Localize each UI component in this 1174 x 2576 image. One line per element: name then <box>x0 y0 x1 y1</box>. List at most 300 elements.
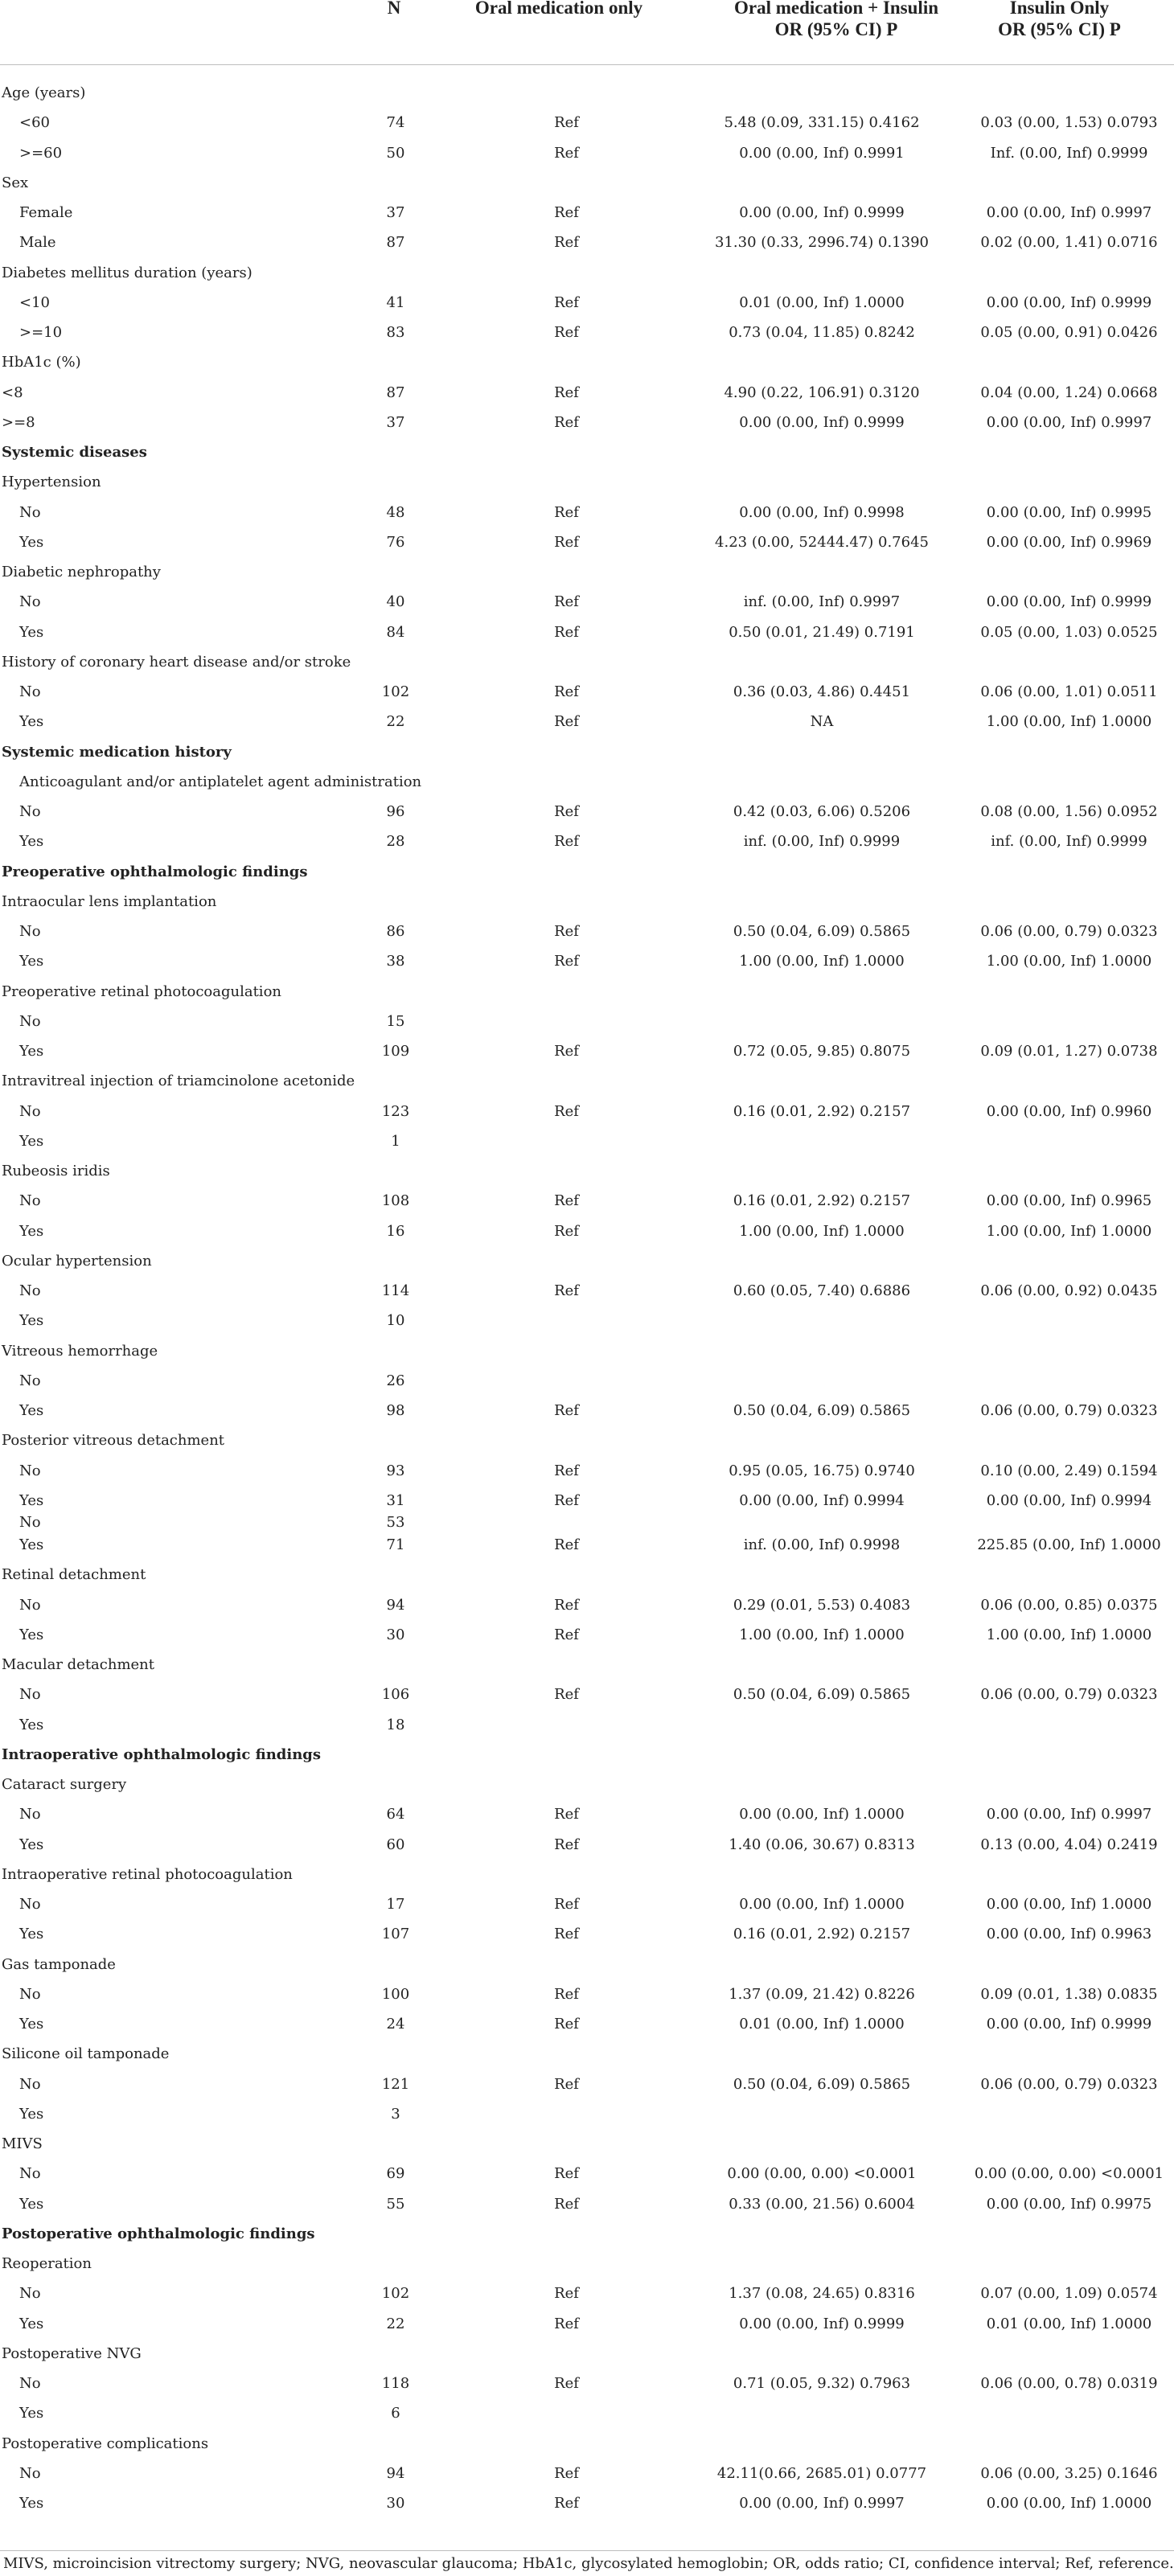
oral-insulin-cell <box>681 1425 963 1455</box>
row-label: HbA1c (%) <box>2 354 81 371</box>
level-row <box>0 1516 1174 1530</box>
oral-insulin-cell: inf. (0.00, Inf) 0.9998 <box>743 1536 901 1554</box>
insulin-only-cell: 0.00 (0.00, Inf) 0.9994 <box>986 1491 1152 1509</box>
insulin-only-cell <box>963 857 1174 887</box>
variable-row <box>0 1950 1174 1979</box>
row-label: MIVS <box>2 2135 43 2153</box>
oral-only-cell <box>452 78 681 108</box>
row-label: >=10 <box>19 324 63 342</box>
variable-row <box>0 1860 1174 1889</box>
n-cell: 64 <box>386 1806 405 1823</box>
row-label: Yes <box>19 713 44 731</box>
oral-only-cell <box>452 258 681 288</box>
oral-insulin-cell <box>681 168 963 198</box>
oral-only-cell <box>452 1366 681 1396</box>
level-row <box>0 587 1174 617</box>
oral-only-cell: Ref <box>554 204 579 222</box>
row-label: No <box>19 1686 41 1704</box>
row-label: Yes <box>19 1222 44 1240</box>
oral-only-cell: Ref <box>554 2195 579 2213</box>
n-cell: 87 <box>386 384 405 401</box>
n-cell <box>339 887 452 917</box>
oral-insulin-cell <box>681 2099 963 2129</box>
row-label: No <box>19 1806 41 1823</box>
n-cell: 1 <box>391 1132 400 1150</box>
n-cell: 114 <box>381 1282 410 1300</box>
oral-insulin-cell <box>681 977 963 1007</box>
level-row <box>0 2159 1174 2188</box>
level-row <box>0 1007 1174 1036</box>
insulin-only-cell <box>963 2039 1174 2069</box>
n-cell: 37 <box>386 413 405 431</box>
oral-only-cell <box>452 737 681 767</box>
oral-insulin-cell <box>681 1066 963 1096</box>
row-label: No <box>19 683 41 701</box>
row-label: No <box>19 2375 41 2393</box>
n-cell <box>339 1650 452 1680</box>
oral-insulin-cell: 0.95 (0.05, 16.75) 0.9740 <box>729 1462 915 1479</box>
insulin-only-cell: 0.01 (0.00, Inf) 1.0000 <box>986 2315 1152 2332</box>
n-cell: 74 <box>386 114 405 132</box>
n-cell: 50 <box>386 144 405 162</box>
oral-only-cell <box>452 2129 681 2159</box>
level-row <box>0 1680 1174 1709</box>
row-label: <8 <box>2 384 23 401</box>
level-row <box>0 1590 1174 1620</box>
insulin-only-cell: 0.00 (0.00, Inf) 0.9960 <box>986 1102 1152 1120</box>
insulin-only-cell <box>963 1306 1174 1335</box>
row-label: Yes <box>19 1926 44 1943</box>
oral-insulin-cell: 1.00 (0.00, Inf) 1.0000 <box>739 953 905 970</box>
oral-insulin-cell: 0.71 (0.05, 9.32) 0.7963 <box>733 2375 911 2393</box>
n-cell: 48 <box>386 503 405 521</box>
insulin-only-cell: 0.00 (0.00, Inf) 0.9999 <box>986 593 1152 611</box>
oral-insulin-cell: inf. (0.00, Inf) 0.9999 <box>743 833 901 851</box>
row-label: Sex <box>2 174 29 191</box>
insulin-only-cell: 0.00 (0.00, Inf) 0.9997 <box>986 1806 1152 1823</box>
oral-only-cell: Ref <box>554 144 579 162</box>
oral-insulin-cell <box>681 2219 963 2249</box>
table-body <box>0 78 1174 2518</box>
row-label: Posterior vitreous detachment <box>2 1432 225 1450</box>
oral-only-cell <box>452 1516 681 1530</box>
row-label: No <box>19 1102 41 1120</box>
oral-only-cell: Ref <box>554 2315 579 2332</box>
row-label: Anticoagulant and/or antiplatelet agent administration <box>19 773 422 790</box>
n-cell <box>339 1560 452 1589</box>
variable-row <box>0 1560 1174 1589</box>
n-cell: 15 <box>386 1012 405 1030</box>
insulin-only-cell <box>963 737 1174 767</box>
oral-only-cell: Ref <box>554 234 579 252</box>
insulin-only-cell <box>963 1366 1174 1396</box>
oral-only-cell: Ref <box>554 833 579 851</box>
insulin-only-cell <box>963 1710 1174 1740</box>
oral-only-cell <box>452 1126 681 1156</box>
insulin-only-cell <box>963 78 1174 108</box>
insulin-only-cell: 0.05 (0.00, 1.03) 0.0525 <box>980 623 1158 641</box>
row-label: Reoperation <box>2 2255 92 2273</box>
row-label: Yes <box>19 2495 44 2512</box>
variable-row <box>0 1770 1174 1799</box>
oral-only-cell <box>452 1650 681 1680</box>
n-cell <box>339 2129 452 2159</box>
n-cell <box>339 977 452 1007</box>
row-label: Systemic diseases <box>2 444 147 461</box>
insulin-only-cell: 0.09 (0.01, 1.27) 0.0738 <box>980 1043 1158 1060</box>
row-label: Yes <box>19 2195 44 2213</box>
oral-only-cell <box>452 2249 681 2279</box>
n-cell: 17 <box>386 1896 405 1914</box>
row-label: Yes <box>19 953 44 970</box>
level-row <box>0 1456 1174 1486</box>
n-cell: 106 <box>381 1686 410 1704</box>
n-cell: 94 <box>386 2464 405 2482</box>
n-cell <box>339 1066 452 1096</box>
level-row <box>0 946 1174 976</box>
header-n: N <box>387 0 401 18</box>
row-label: No <box>19 2165 41 2183</box>
oral-insulin-cell: 0.01 (0.00, Inf) 1.0000 <box>739 2016 905 2033</box>
row-label: Diabetic nephropathy <box>2 564 161 581</box>
n-cell <box>339 2039 452 2069</box>
row-label: >=8 <box>2 413 35 431</box>
row-label: No <box>19 1514 41 1531</box>
row-label: History of coronary heart disease and/or stroke <box>2 653 351 671</box>
level-row <box>0 2488 1174 2518</box>
oral-insulin-cell: 0.73 (0.04, 11.85) 0.8242 <box>729 324 915 342</box>
insulin-only-cell: inf. (0.00, Inf) 0.9999 <box>991 833 1147 851</box>
oral-only-cell: Ref <box>554 1536 579 1554</box>
variable-row <box>0 1066 1174 1096</box>
level-row <box>0 1486 1174 1516</box>
oral-only-cell: Ref <box>554 2016 579 2033</box>
insulin-only-cell: 225.85 (0.00, Inf) 1.0000 <box>977 1536 1161 1554</box>
oral-only-cell <box>452 168 681 198</box>
insulin-only-cell: 0.10 (0.00, 2.49) 0.1594 <box>980 1462 1158 1479</box>
header-insulin-only-line2: OR (95% CI) P <box>998 19 1121 39</box>
row-label: Preoperative ophthalmologic findings <box>2 863 308 880</box>
insulin-only-cell <box>963 1860 1174 1889</box>
insulin-only-cell: 1.00 (0.00, Inf) 1.0000 <box>986 953 1152 970</box>
level-row <box>0 288 1174 318</box>
insulin-only-cell <box>963 1740 1174 1770</box>
row-label: Yes <box>19 1626 44 1643</box>
variable-row <box>0 78 1174 108</box>
oral-only-cell: Ref <box>554 2495 579 2512</box>
level-row <box>0 707 1174 736</box>
n-cell <box>339 1770 452 1799</box>
insulin-only-cell: 0.00 (0.00, Inf) 0.9999 <box>986 293 1152 311</box>
oral-insulin-cell <box>681 258 963 288</box>
row-label: Male <box>19 234 56 252</box>
oral-only-cell: Ref <box>554 2285 579 2303</box>
oral-insulin-cell: 0.29 (0.01, 5.53) 0.4083 <box>733 1596 911 1614</box>
oral-only-cell: Ref <box>554 2464 579 2482</box>
oral-insulin-cell: 5.48 (0.09, 331.15) 0.4162 <box>724 114 920 132</box>
level-row <box>0 827 1174 856</box>
oral-insulin-cell <box>681 557 963 587</box>
oral-insulin-cell <box>681 467 963 497</box>
variable-row <box>0 168 1174 198</box>
n-cell <box>339 1336 452 1366</box>
oral-insulin-cell <box>681 1126 963 1156</box>
variable-row <box>0 378 1174 408</box>
oral-insulin-cell: 0.60 (0.05, 7.40) 0.6886 <box>733 1282 911 1300</box>
n-cell <box>339 557 452 587</box>
n-cell: 16 <box>386 1222 405 1240</box>
level-row <box>0 677 1174 707</box>
n-cell <box>339 78 452 108</box>
oral-insulin-cell <box>681 1560 963 1589</box>
n-cell: 83 <box>386 324 405 342</box>
level-row <box>0 228 1174 257</box>
n-cell <box>339 1740 452 1770</box>
level-row <box>0 1919 1174 1949</box>
insulin-only-cell <box>963 2429 1174 2459</box>
n-cell <box>339 647 452 677</box>
row-label: No <box>19 923 41 941</box>
level-row <box>0 1036 1174 1066</box>
row-label: No <box>19 2285 41 2303</box>
insulin-only-cell <box>963 1066 1174 1096</box>
insulin-only-cell <box>963 1246 1174 1276</box>
insulin-only-cell <box>963 2219 1174 2249</box>
oral-only-cell: Ref <box>554 1896 579 1914</box>
variable-row <box>0 2249 1174 2279</box>
n-cell: 37 <box>386 204 405 222</box>
oral-only-cell: Ref <box>554 1985 579 2003</box>
oral-insulin-cell: NA <box>810 713 834 731</box>
row-label: Diabetes mellitus duration (years) <box>2 264 252 281</box>
oral-insulin-cell: 0.50 (0.04, 6.09) 0.5865 <box>733 923 911 941</box>
oral-insulin-cell: 0.00 (0.00, Inf) 0.9994 <box>739 1491 905 1509</box>
n-cell: 69 <box>386 2165 405 2183</box>
oral-only-cell <box>452 2219 681 2249</box>
level-row <box>0 1306 1174 1335</box>
n-cell: 53 <box>386 1514 405 1531</box>
row-label: No <box>19 1372 41 1389</box>
row-label: Yes <box>19 1491 44 1509</box>
section-row <box>0 857 1174 887</box>
oral-only-cell: Ref <box>554 1806 579 1823</box>
insulin-only-cell: 0.06 (0.00, 0.79) 0.0323 <box>980 2075 1158 2093</box>
oral-insulin-cell: 0.16 (0.01, 2.92) 0.2157 <box>733 1192 911 1210</box>
variable-row <box>0 2129 1174 2159</box>
oral-only-cell: Ref <box>554 1626 579 1643</box>
row-label: Yes <box>19 2105 44 2123</box>
insulin-only-cell <box>963 887 1174 917</box>
oral-only-cell <box>452 1156 681 1186</box>
header-insulin-only <box>945 0 1174 40</box>
level-row <box>0 2309 1174 2339</box>
oral-only-cell <box>452 857 681 887</box>
insulin-only-cell <box>963 2249 1174 2279</box>
n-cell <box>339 1950 452 1979</box>
oral-insulin-cell <box>681 887 963 917</box>
oral-only-cell <box>452 1710 681 1740</box>
oral-only-cell <box>452 1740 681 1770</box>
insulin-only-cell <box>963 1156 1174 1186</box>
n-cell: 98 <box>386 1402 405 1420</box>
insulin-only-cell <box>963 2398 1174 2428</box>
variable-row <box>0 347 1174 377</box>
row-label: Hypertension <box>2 474 101 491</box>
oral-insulin-cell <box>681 1336 963 1366</box>
row-label: No <box>19 2464 41 2482</box>
oral-only-cell: Ref <box>554 1462 579 1479</box>
oral-only-cell: Ref <box>554 1043 579 1060</box>
oral-only-cell <box>452 2039 681 2069</box>
oral-only-cell <box>452 1860 681 1889</box>
insulin-only-cell: 0.00 (0.00, Inf) 0.9995 <box>986 503 1152 521</box>
n-cell: 87 <box>386 234 405 252</box>
insulin-only-cell <box>963 467 1174 497</box>
variable-row <box>0 2339 1174 2369</box>
variable-row <box>0 647 1174 677</box>
insulin-only-cell: 0.06 (0.00, 0.78) 0.0319 <box>980 2375 1158 2393</box>
n-cell: 76 <box>386 533 405 551</box>
level-row <box>0 1799 1174 1829</box>
insulin-only-cell <box>963 1650 1174 1680</box>
level-row <box>0 2009 1174 2039</box>
row-label: Silicone oil tamponade <box>2 2045 170 2063</box>
n-cell: 102 <box>381 683 410 701</box>
row-label: Intraoperative ophthalmologic findings <box>2 1745 322 1763</box>
row-label: <10 <box>19 293 50 311</box>
n-cell <box>339 1860 452 1889</box>
row-label: Yes <box>19 533 44 551</box>
oral-insulin-cell <box>681 1007 963 1036</box>
level-row <box>0 767 1174 797</box>
oral-only-cell <box>452 2099 681 2129</box>
regression-table <box>0 78 1174 2518</box>
insulin-only-cell: 0.06 (0.00, 0.85) 0.0375 <box>980 1596 1158 1614</box>
row-label: No <box>19 1462 41 1479</box>
n-cell: 121 <box>381 2075 410 2093</box>
oral-only-cell: Ref <box>554 2165 579 2183</box>
n-cell <box>339 168 452 198</box>
oral-insulin-cell <box>681 1770 963 1799</box>
n-cell: 26 <box>386 1372 405 1389</box>
section-row <box>0 2219 1174 2249</box>
n-cell <box>339 2339 452 2369</box>
oral-insulin-cell <box>681 437 963 467</box>
row-label: No <box>19 1192 41 1210</box>
level-row <box>0 1186 1174 1216</box>
insulin-only-cell: 0.06 (0.00, 3.25) 0.1646 <box>980 2464 1158 2482</box>
oral-insulin-cell <box>681 1650 963 1680</box>
insulin-only-cell: 0.04 (0.00, 1.24) 0.0668 <box>980 384 1158 401</box>
n-cell: 118 <box>381 2375 410 2393</box>
level-row <box>0 2398 1174 2428</box>
insulin-only-cell <box>963 2339 1174 2369</box>
oral-insulin-cell <box>681 857 963 887</box>
n-cell: 93 <box>386 1462 405 1479</box>
row-label: Retinal detachment <box>2 1566 146 1584</box>
row-label: Yes <box>19 2016 44 2033</box>
insulin-only-cell <box>963 1007 1174 1036</box>
oral-only-cell: Ref <box>554 324 579 342</box>
oral-only-cell: Ref <box>554 1102 579 1120</box>
level-row <box>0 2069 1174 2099</box>
insulin-only-cell: 0.00 (0.00, Inf) 1.0000 <box>986 2495 1152 2512</box>
n-cell: 28 <box>386 833 405 851</box>
oral-insulin-cell: 1.37 (0.09, 21.42) 0.8226 <box>729 1985 915 2003</box>
oral-only-cell: Ref <box>554 1192 579 1210</box>
row-label: No <box>19 1282 41 1300</box>
variable-row <box>0 258 1174 288</box>
oral-insulin-cell <box>681 1950 963 1979</box>
oral-only-cell: Ref <box>554 293 579 311</box>
oral-insulin-cell <box>681 1366 963 1396</box>
row-label: No <box>19 2075 41 2093</box>
n-cell: 30 <box>386 2495 405 2512</box>
oral-insulin-cell: 0.50 (0.01, 21.49) 0.7191 <box>729 623 915 641</box>
oral-insulin-cell <box>681 1860 963 1889</box>
n-cell: 38 <box>386 953 405 970</box>
oral-only-cell <box>452 1066 681 1096</box>
insulin-only-cell <box>963 168 1174 198</box>
n-cell <box>339 437 452 467</box>
n-cell <box>339 1425 452 1455</box>
level-row <box>0 2369 1174 2398</box>
level-row <box>0 1830 1174 1860</box>
variable-row <box>0 887 1174 917</box>
insulin-only-cell: 0.00 (0.00, Inf) 1.0000 <box>986 1896 1152 1914</box>
row-label: No <box>19 1985 41 2003</box>
level-row <box>0 1396 1174 1425</box>
n-cell: 96 <box>386 803 405 821</box>
level-row <box>0 1366 1174 1396</box>
level-row <box>0 138 1174 168</box>
row-label: Intraocular lens implantation <box>2 892 217 910</box>
oral-insulin-cell <box>681 1306 963 1335</box>
n-cell <box>339 2219 452 2249</box>
oral-insulin-cell: 0.36 (0.03, 4.86) 0.4451 <box>733 683 911 701</box>
n-cell <box>339 258 452 288</box>
variable-row <box>0 2039 1174 2069</box>
row-label: Yes <box>19 2405 44 2422</box>
row-label: Yes <box>19 1132 44 1150</box>
insulin-only-cell <box>963 1126 1174 1156</box>
row-label: Postoperative NVG <box>2 2344 142 2362</box>
n-cell: 84 <box>386 623 405 641</box>
insulin-only-cell: 0.07 (0.00, 1.09) 0.0574 <box>980 2285 1158 2303</box>
insulin-only-cell: 0.00 (0.00, Inf) 0.9975 <box>986 2195 1152 2213</box>
oral-insulin-cell <box>681 767 963 797</box>
oral-only-cell: Ref <box>554 593 579 611</box>
level-row <box>0 1710 1174 1740</box>
insulin-only-cell: 0.00 (0.00, Inf) 0.9997 <box>986 413 1152 431</box>
level-row <box>0 1530 1174 1560</box>
n-cell <box>339 857 452 887</box>
insulin-only-cell: 0.06 (0.00, 0.92) 0.0435 <box>980 1282 1158 1300</box>
oral-only-cell <box>452 1770 681 1799</box>
oral-insulin-cell <box>681 2249 963 2279</box>
oral-only-cell <box>452 887 681 917</box>
row-label: Yes <box>19 1312 44 1330</box>
oral-only-cell <box>452 1950 681 1979</box>
oral-insulin-cell: 0.33 (0.00, 21.56) 0.6004 <box>729 2195 915 2213</box>
n-cell: 10 <box>386 1312 405 1330</box>
oral-only-cell <box>452 1336 681 1366</box>
insulin-only-cell: 0.06 (0.00, 0.79) 0.0323 <box>980 923 1158 941</box>
variable-row <box>0 1650 1174 1680</box>
oral-insulin-cell <box>681 1516 963 1530</box>
oral-insulin-cell: 0.00 (0.00, Inf) 0.9991 <box>739 144 905 162</box>
n-cell: 108 <box>381 1192 410 1210</box>
